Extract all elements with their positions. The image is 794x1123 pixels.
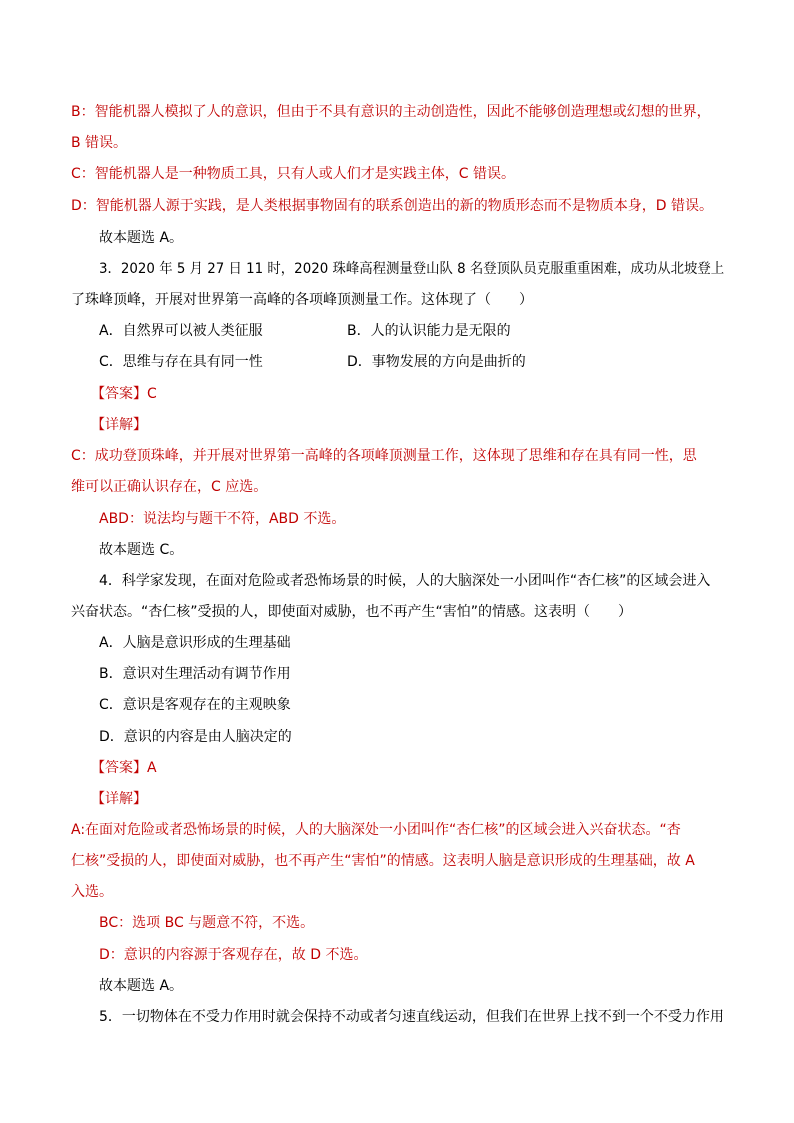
q3-stem-line-1: 3．2020 年 5 月 27 日 11 时，2020 珠峰高程测量登山队 8 名登顶队员克服重重困难，成功从北坡登上 (99, 261, 725, 277)
q4-option-b: B．意识对生理活动有调节作用 (99, 666, 291, 682)
q3-option-c: C．思维与存在具有同一性 (99, 354, 263, 370)
q3-detail-c-line-1: C：成功登顶珠峰，并开展对世界第一高峰的各项峰顶测量工作，这体现了思维和存在具有同一性，思 (71, 448, 697, 464)
q4-option-c: C．意识是客观存在的主观映象 (99, 697, 291, 713)
conclusion-q3: 故本题选 C。 (99, 542, 184, 558)
q5-stem-line-1: 5．一切物体在不受力作用时就会保持不动或者匀速直线运动，但我们在世界上找不到一个不受力作用 (99, 1009, 724, 1025)
q4-detail-label: 【详解】 (91, 791, 147, 807)
explanation-c-line: C：智能机器人是一种物质工具，只有人或人们才是实践主体，C 错误。 (71, 166, 515, 182)
conclusion-q4: 故本题选 A。 (99, 978, 184, 994)
conclusion-q2: 故本题选 A。 (99, 230, 184, 246)
explanation-b-line-1: B：智能机器人模拟了人的意识，但由于不具有意识的主动创造性，因此不能够创造理想或幻想的世界， (71, 104, 711, 120)
q3-option-b: B．人的认识能力是无限的 (347, 323, 511, 339)
q4-option-d: D．意识的内容是由人脑决定的 (99, 729, 292, 745)
q4-detail-bc-line: BC：选项 BC 与题意不符，不选。 (99, 915, 315, 931)
q4-detail-d-line: D：意识的内容源于客观存在，故 D 不选。 (99, 947, 368, 963)
q4-detail-a-line-3: 入选。 (71, 884, 113, 900)
q4-stem-line-1: 4．科学家发现，在面对危险或者恐怖场景的时候，人的大脑深处一小团叫作“杏仁核”的区域会进入 (99, 573, 711, 589)
explanation-d-line: D：智能机器人源于实践，是人类根据事物固有的联系创造出的新的物质形态而不是物质本身，D 错误。 (71, 198, 714, 214)
explanation-b-line-2: B 错误。 (71, 135, 128, 151)
q3-stem-line-2: 了珠峰顶峰，开展对世界第一高峰的各项峰顶测量工作。这体现了（ ） (71, 292, 533, 308)
q4-detail-a-line-1: A:在面对危险或者恐怖场景的时候，人的大脑深处一小团叫作“杏仁核”的区域会进入兴奋状态。“杏 (71, 822, 681, 838)
q3-option-a: A．自然界可以被人类征服 (99, 323, 263, 339)
q3-detail-c-line-2: 维可以正确认识存在，C 应选。 (71, 479, 268, 495)
q4-detail-a-line-2: 仁核”受损的人，即使面对威胁，也不再产生“害怕”的情感。这表明人脑是意识形成的生理基础，故 A (71, 853, 695, 869)
q4-option-a: A．人脑是意识形成的生理基础 (99, 635, 291, 651)
q3-answer: 【答案】C (91, 386, 157, 402)
q4-answer: 【答案】A (91, 760, 157, 776)
q4-stem-line-2: 兴奋状态。“杏仁核”受损的人，即使面对威胁，也不再产生“害怕”的情感。这表明（ ） (71, 604, 633, 620)
q3-detail-abd-line: ABD：说法均与题干不符，ABD 不选。 (99, 511, 346, 527)
q3-detail-label: 【详解】 (91, 417, 147, 433)
q3-option-d: D．事物发展的方向是曲折的 (347, 354, 526, 370)
